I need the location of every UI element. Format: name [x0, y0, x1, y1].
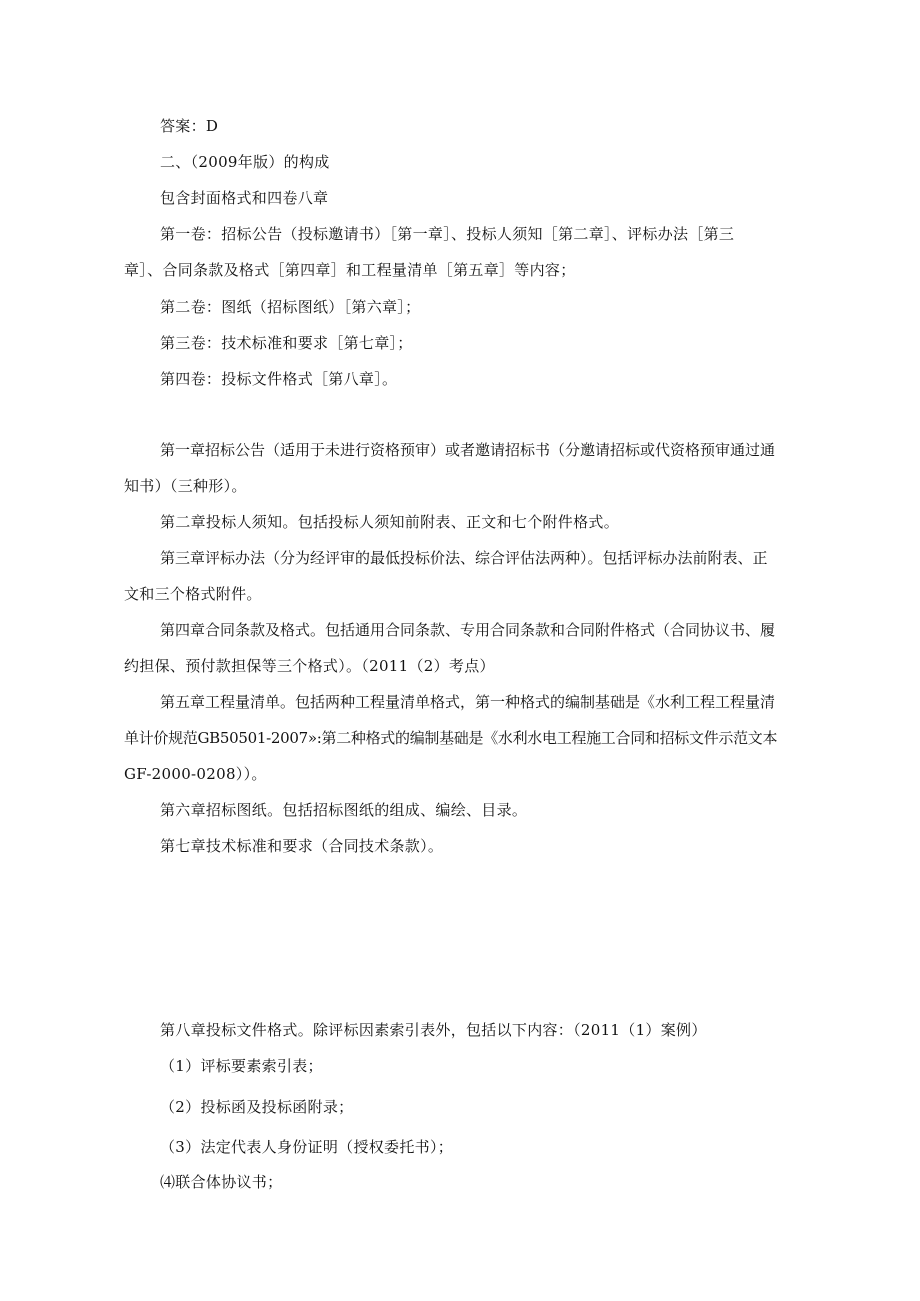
paragraph: 第四章合同条款及格式。包括通用合同条款、专用合同条款和合同附件格式（合同协议书、履	[160, 621, 776, 639]
paragraph: 第四卷：投标文件格式［第八章］。	[160, 370, 398, 388]
paragraph-continuation: GF-2000-0208））。	[124, 765, 267, 783]
paragraph-continuation: 知书）（三种形）。	[124, 477, 247, 495]
paragraph: 第二章投标人须知。包括投标人须知前附表、正文和七个附件格式。	[160, 513, 620, 531]
paragraph: 第一章招标公告（适用于未进行资格预审）或者邀请招标书（分邀请招标或代资格预审通过通	[160, 441, 776, 459]
paragraph-continuation: 章］、合同条款及格式［第四章］和工程量清单［第五章］等内容；	[124, 261, 576, 279]
paragraph: 第二卷：图纸（招标图纸）［第六章］；	[160, 298, 421, 316]
paragraph: 第五章工程量清单。包括两种工程量清单格式，第一种格式的编制基础是《水利工程工程量清	[160, 693, 776, 711]
paragraph: 包含封面格式和四卷八章	[160, 189, 329, 207]
paragraph: 第三卷：技术标准和要求［第七章］；	[160, 334, 413, 352]
paragraph: 第八章投标文件格式。除评标因素索引表外，包括以下内容：（2011（1）案例）	[160, 1021, 707, 1039]
paragraph-continuation: 约担保、预付款担保等三个格式）。（2011（2）考点）	[124, 657, 495, 675]
paragraph: 第三章评标办法（分为经评审的最低投标价法、综合评估法两种）。包括评标办法前附表、正	[160, 549, 768, 567]
paragraph: 第一卷：招标公告（投标邀请书）［第一章］、投标人须知［第二章］、评标办法［第三	[160, 225, 735, 243]
list-item: （1）评标要素索引表；	[160, 1057, 323, 1075]
list-item: （3）法定代表人身份证明（授权委托书）；	[160, 1138, 454, 1156]
paragraph-continuation: 单计价规范GB50501-2007»:第二种格式的编制基础是《水利水电工程施工合同和招标文件示范文本	[124, 729, 778, 747]
answer-line: 答案：D	[160, 117, 219, 135]
list-item: ⑷联合体协议书；	[160, 1173, 283, 1191]
section-heading: 二、（2009年版）的构成	[160, 153, 330, 171]
paragraph: 第七章技术标准和要求（合同技术条款）。	[160, 837, 444, 855]
paragraph: 第六章招标图纸。包括招标图纸的组成、编绘、目录。	[160, 801, 528, 819]
list-item: （2）投标函及投标函附录；	[160, 1098, 354, 1116]
paragraph-continuation: 文和三个格式附件。	[124, 585, 262, 603]
